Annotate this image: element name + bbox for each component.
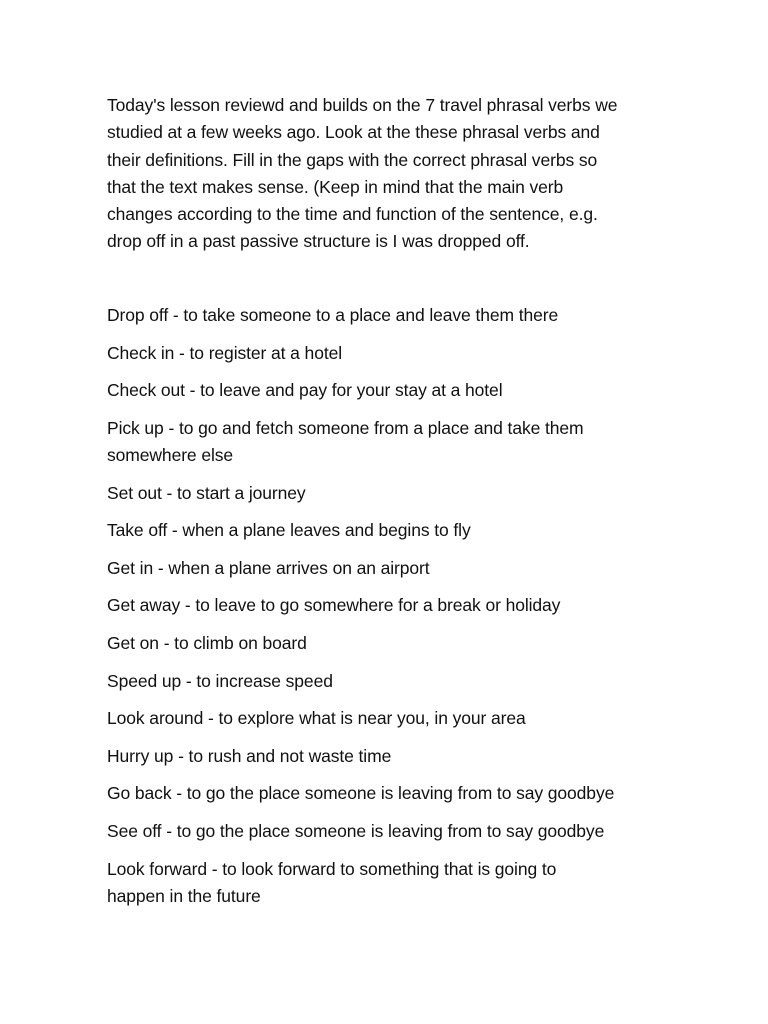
definition-item xyxy=(107,592,667,619)
intro-line: that the text makes sense. (Keep in mind that the main verb xyxy=(107,176,564,197)
definition-text: Check in - to register at a hotel xyxy=(107,342,343,363)
intro-line: Today's lesson reviewd and builds on the 7 travel phrasal verbs we xyxy=(107,95,618,115)
phrasal-verb-definitions-list xyxy=(107,302,667,921)
definition-text: Set out - to start a journey xyxy=(107,482,306,503)
definition-text: Speed up - to increase speed xyxy=(107,670,333,691)
definition-item xyxy=(107,780,667,807)
definition-item xyxy=(107,668,667,695)
definition-text: Get away - to leave to go somewhere for a break or holiday xyxy=(107,595,561,616)
intro-paragraph xyxy=(107,92,667,256)
definition-item xyxy=(107,377,667,404)
definition-item xyxy=(107,743,667,770)
definition-text: See off - to go the place someone is leaving from to say goodbye xyxy=(107,821,605,842)
definition-text: Take off - when a plane leaves and begins to fly xyxy=(107,520,471,541)
definition-text: Get in - when a plane arrives on an airport xyxy=(107,557,430,578)
definition-text: Check out - to leave and pay for your stay at a hotel xyxy=(107,380,503,401)
definition-text: Get on - to climb on board xyxy=(107,633,307,654)
document-content xyxy=(107,92,667,906)
definition-item xyxy=(107,705,667,732)
intro-line: studied at a few weeks ago. Look at the these phrasal verbs and xyxy=(107,122,600,143)
definition-item xyxy=(107,480,667,507)
intro-line: drop off in a past passive structure is I was dropped off. xyxy=(107,231,530,252)
definition-item xyxy=(107,415,667,470)
definition-item xyxy=(107,340,667,367)
intro-line: changes according to the time and function of the sentence, e.g. xyxy=(107,204,598,225)
definition-text: Drop off - to take someone to a place and leave them there xyxy=(107,305,559,325)
definition-text: Pick up - to go and fetch someone from a place and take them xyxy=(107,417,584,438)
definition-item xyxy=(107,302,667,329)
definition-text: Look around - to explore what is near you, in your area xyxy=(107,708,526,729)
definition-item xyxy=(107,856,667,911)
definition-text-continued: somewhere else xyxy=(107,445,234,466)
intro-line: their definitions. Fill in the gaps with the correct phrasal verbs so xyxy=(107,149,598,170)
definition-text: Look forward - to look forward to something that is going to xyxy=(107,858,557,879)
definition-text: Go back - to go the place someone is leaving from to say goodbye xyxy=(107,783,615,804)
definition-item xyxy=(107,517,667,544)
definition-item xyxy=(107,818,667,845)
definition-item xyxy=(107,630,667,657)
definition-text: Hurry up - to rush and not waste time xyxy=(107,745,392,766)
definition-item xyxy=(107,555,667,582)
definition-text-continued: happen in the future xyxy=(107,885,261,906)
